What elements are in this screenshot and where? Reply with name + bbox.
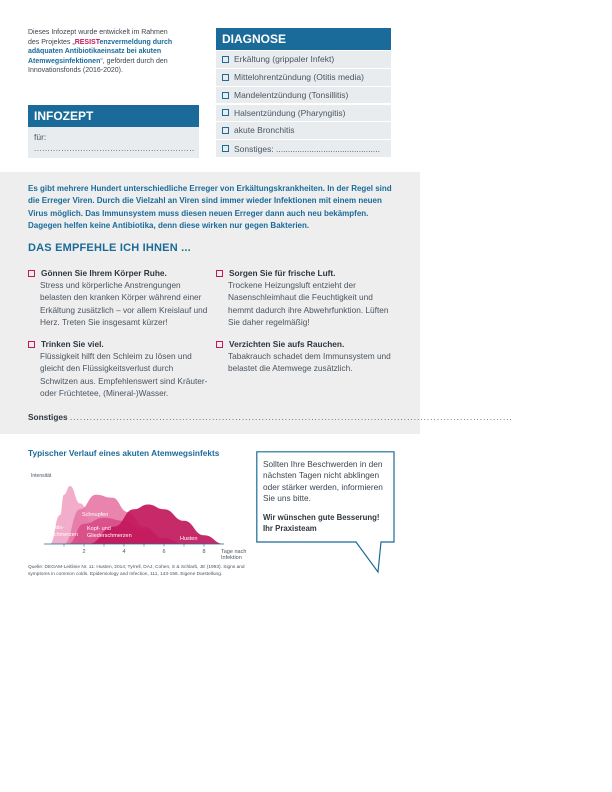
checkbox-icon[interactable] bbox=[28, 270, 35, 277]
recommend-heading: DAS EMPFEHLE ICH IHNEN ... bbox=[28, 242, 191, 254]
sonstiges-label: Sonstiges bbox=[28, 412, 68, 422]
y-axis-label: Intensität bbox=[31, 473, 52, 479]
infozept-box bbox=[28, 105, 199, 158]
tip-title: Sorgen Sie für frische Luft. bbox=[229, 268, 336, 278]
x-tick-label: 4 bbox=[122, 549, 126, 555]
x-axis-label: Tage nach bbox=[221, 549, 247, 555]
checkbox-icon[interactable] bbox=[222, 109, 229, 116]
tip-title: Verzichten Sie aufs Rauchen. bbox=[229, 339, 345, 349]
source-note: Quelle: DEGAM-Leitlinie Nr. 11: Husten, 2014; Tyrrell, DAJ, Cohen, S & Schlarb, JE (1993). Signs and symptoms in common colds. Epidemiology and Infection, 111, 143-156. Eigene Darstellung. bbox=[28, 565, 245, 577]
infozept-name-field[interactable]: ........................................................... bbox=[34, 144, 195, 153]
tip-body: Trockene Heizungsluft entzieht der Nasenschleimhaut die Feuchtigkeit und hemmt dadurch ihre Abwehrfunktion. Lüften Sie daher regelmäßig! bbox=[228, 280, 389, 327]
x-axis-label: Infektion bbox=[221, 555, 242, 561]
infozept-for-label: für: bbox=[34, 132, 47, 142]
panel-intro-text: Es gibt mehrere Hundert unterschiedliche Erreger von Erkältungskrankheiten. In der Regel sind die Erreger Viren. Durch die Vielzahl an Viren sind immer wieder Infektionen mit einem neuen Virus möglich. Das Immunsystem muss diesen neuen Erreger dann auch neu bekämpfen. Dagegen helfen keine Antibiotika, denn diese wirken nur gegen Bakterien. bbox=[28, 184, 392, 231]
tip-drink bbox=[28, 338, 213, 399]
checkbox-icon[interactable] bbox=[222, 56, 229, 63]
tip-fresh-air bbox=[216, 267, 396, 328]
tip-body: Stress und körperliche Anstrengungen belasten den kranken Körper während einer Erkältung zusätzlich – vor allem Kreislauf und Herz. Treten Sie insgesamt kürzer! bbox=[40, 280, 208, 327]
checkbox-icon[interactable] bbox=[222, 74, 229, 81]
sonstiges-field[interactable] bbox=[28, 412, 513, 422]
tip-title: Trinken Sie viel. bbox=[41, 339, 104, 349]
series-label: Hals-schmerzen bbox=[51, 525, 78, 538]
sonstiges-line: ...................................................................................................................................... bbox=[69, 412, 513, 422]
diagnose-option[interactable]: Erkältung (grippaler Infekt) bbox=[216, 51, 391, 68]
tip-rest bbox=[28, 267, 213, 328]
diagnose-option[interactable]: Halsentzündung (Pharyngitis) bbox=[216, 105, 391, 122]
series-label: Schnupfen bbox=[82, 512, 109, 518]
diagnose-option[interactable]: Mandelentzündung (Tonsillitis) bbox=[216, 87, 391, 104]
checkbox-icon[interactable] bbox=[216, 341, 223, 348]
checkbox-icon[interactable] bbox=[222, 127, 229, 134]
tip-title: Gönnen Sie Ihrem Körper Ruhe. bbox=[41, 268, 167, 278]
checkbox-icon[interactable] bbox=[222, 145, 229, 152]
series-label: Husten bbox=[180, 536, 198, 542]
diagnose-option[interactable]: akute Bronchitis bbox=[216, 122, 391, 139]
infozept-title: INFOZEPT bbox=[28, 105, 199, 127]
x-tick-label: 2 bbox=[82, 549, 86, 555]
diagnose-option-other[interactable]: Sonstiges: ............................................ bbox=[216, 140, 391, 157]
bubble-text: Sollten Ihre Beschwerden in den nächsten Tagen nicht abklingen oder stärker werden, informieren Sie uns bitte. bbox=[263, 459, 383, 503]
checkbox-icon[interactable] bbox=[222, 92, 229, 99]
checkbox-icon[interactable] bbox=[28, 341, 35, 348]
tip-body: Flüssigkeit hilft den Schleim zu lösen und gleicht den Flüssigkeitsverlust durch Schwitzen aus. Empfehlenswert sind Kräuter- oder Früchtetee, (Mineral-)Wasser. bbox=[40, 351, 208, 398]
symptom-chart bbox=[28, 468, 253, 563]
bubble-signature: Wir wünschen gute Besserung! Ihr Praxisteam bbox=[263, 513, 380, 533]
diagnose-title: DIAGNOSE bbox=[216, 28, 391, 50]
x-tick-label: 6 bbox=[162, 549, 166, 555]
intro-text: Dieses Infozept wurde entwickelt im Rahmen des Projektes „RESISTenzvermeldung durch adäquaten Antibiotikaeinsatz bei akuten Atemwegsinfektionen“, gefördert durch den Innovationsfonds (2016-2020). bbox=[28, 29, 173, 74]
series-label: Kopf- und Gliederschmerzen bbox=[87, 526, 132, 539]
diagnose-option[interactable]: Mittelohrentzündung (Otitis media) bbox=[216, 69, 391, 86]
x-tick-label: 8 bbox=[202, 549, 206, 555]
project-name: RESIST bbox=[74, 38, 100, 46]
diagnose-box bbox=[216, 28, 391, 157]
tip-body: Tabakrauch schadet dem Immunsystem und belastet die Atemwege zusätzlich. bbox=[228, 351, 391, 374]
tip-no-smoking bbox=[216, 338, 396, 375]
checkbox-icon[interactable] bbox=[216, 270, 223, 277]
chart-title: Typischer Verlauf eines akuten Atemwegsinfekts bbox=[28, 448, 220, 458]
